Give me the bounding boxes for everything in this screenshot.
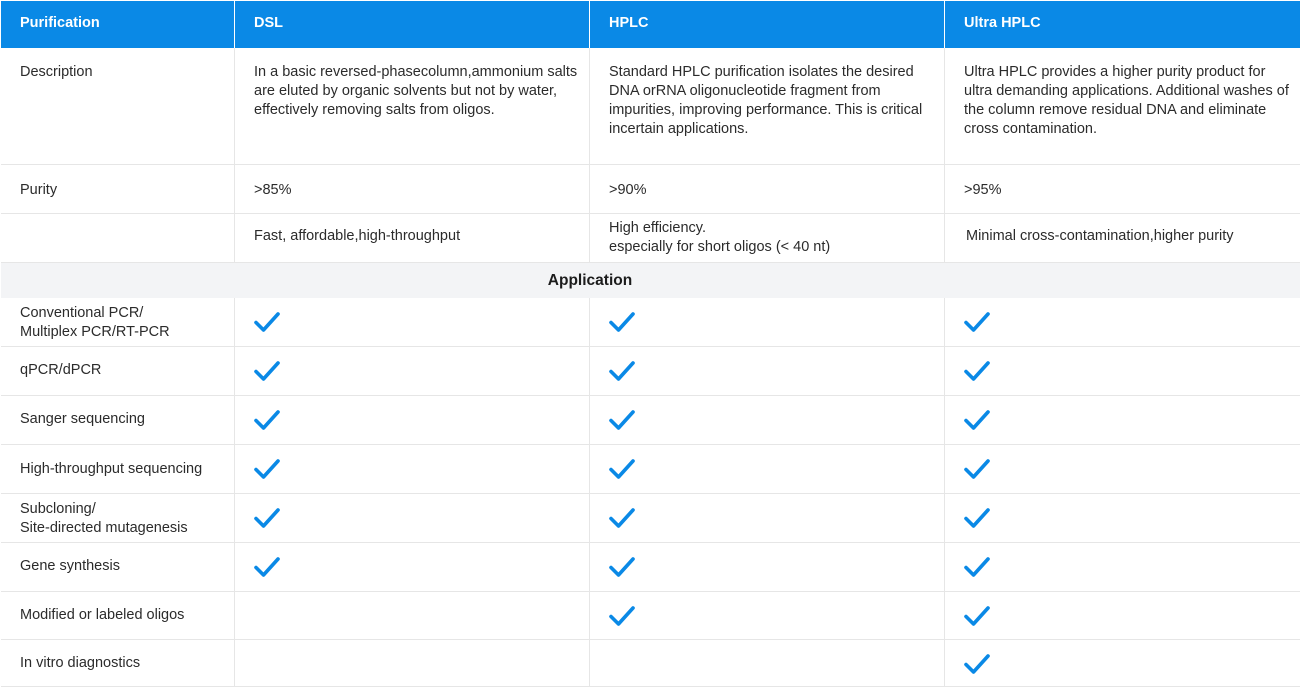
application-label-line1: qPCR/dPCR <box>20 362 102 378</box>
check-icon <box>964 311 990 333</box>
notes-ultra-hplc: Minimal cross-contamination,higher purity <box>945 214 1300 263</box>
application-hplc-cell <box>590 640 945 687</box>
description-hplc: Standard HPLC purification isolates the desired DNA orRNA oligonucleotide fragment from impurities, improving performance. This is critical incertain applications. <box>590 48 945 165</box>
check-icon <box>609 556 635 578</box>
application-dsl-cell <box>235 298 590 347</box>
application-label <box>1 494 235 543</box>
application-label <box>1 347 235 396</box>
application-label-line2: Multiplex PCR/RT-PCR <box>20 324 170 340</box>
check-icon <box>254 409 280 431</box>
purity-label: Purity <box>1 165 235 214</box>
check-icon <box>254 360 280 382</box>
check-icon <box>964 409 990 431</box>
application-label <box>1 543 235 592</box>
purity-ultra-hplc: >95% <box>945 165 1300 214</box>
check-icon <box>254 458 280 480</box>
application-dsl-cell <box>235 640 590 687</box>
check-icon <box>964 605 990 627</box>
application-ultra-hplc-cell <box>945 640 1300 687</box>
application-ultra-hplc-cell <box>945 396 1300 445</box>
description-ultra-hplc: Ultra HPLC provides a higher purity product for ultra demanding applications. Additional washes of the column remove residual DNA and eliminate cross contamination. <box>945 48 1300 165</box>
application-label-line1: High-throughput sequencing <box>20 461 203 477</box>
application-ultra-hplc-cell <box>945 347 1300 396</box>
purity-hplc: >90% <box>590 165 945 214</box>
application-label-line2: Site-directed mutagenesis <box>20 520 188 536</box>
notes-hplc-line2: especially for short oligos (< 40 nt) <box>609 239 831 255</box>
application-ultra-hplc-cell <box>945 494 1300 543</box>
application-band-right <box>945 263 1300 298</box>
application-hplc-cell <box>590 543 945 592</box>
application-dsl-cell <box>235 396 590 445</box>
check-icon <box>254 311 280 333</box>
application-label-line1: Gene synthesis <box>20 558 120 574</box>
application-dsl-cell <box>235 494 590 543</box>
application-dsl-cell <box>235 592 590 640</box>
application-ultra-hplc-cell <box>945 592 1300 640</box>
check-icon <box>964 360 990 382</box>
check-icon <box>609 311 635 333</box>
application-ultra-hplc-cell <box>945 445 1300 494</box>
notes-hplc <box>590 214 945 263</box>
notes-label <box>1 214 235 263</box>
check-icon <box>964 507 990 529</box>
application-band-left <box>1 263 235 298</box>
application-dsl-cell <box>235 347 590 396</box>
application-label-line1: In vitro diagnostics <box>20 655 141 671</box>
description-dsl: In a basic reversed-phasecolumn,ammonium salts are eluted by organic solvents but not by water, effectively removing salts from oligos. <box>235 48 590 165</box>
application-ultra-hplc-cell <box>945 298 1300 347</box>
check-icon <box>609 507 635 529</box>
header-ultra-hplc: Ultra HPLC <box>945 1 1300 48</box>
application-hplc-cell <box>590 592 945 640</box>
header-purification: Purification <box>1 1 235 48</box>
purification-comparison-table <box>1 1 1300 687</box>
application-label-line1: Subcloning/ <box>20 501 96 517</box>
header-hplc: HPLC <box>590 1 945 48</box>
purity-dsl: >85% <box>235 165 590 214</box>
application-hplc-cell <box>590 494 945 543</box>
application-label <box>1 396 235 445</box>
application-label-line1: Modified or labeled oligos <box>20 607 185 623</box>
application-hplc-cell <box>590 445 945 494</box>
application-title: Application <box>235 263 945 298</box>
application-dsl-cell <box>235 445 590 494</box>
check-icon <box>254 507 280 529</box>
description-label: Description <box>1 48 235 165</box>
check-icon <box>964 556 990 578</box>
application-label-line1: Sanger sequencing <box>20 411 145 427</box>
check-icon <box>964 653 990 675</box>
application-label <box>1 445 235 494</box>
application-hplc-cell <box>590 347 945 396</box>
application-ultra-hplc-cell <box>945 543 1300 592</box>
application-label <box>1 592 235 640</box>
application-label <box>1 640 235 687</box>
application-dsl-cell <box>235 543 590 592</box>
check-icon <box>609 605 635 627</box>
notes-dsl: Fast, affordable,high-throughput <box>235 214 590 263</box>
notes-hplc-line1: High efficiency. <box>609 220 706 236</box>
check-icon <box>964 458 990 480</box>
application-hplc-cell <box>590 396 945 445</box>
check-icon <box>609 458 635 480</box>
application-label-line1: Conventional PCR/ <box>20 305 144 321</box>
application-label <box>1 298 235 347</box>
check-icon <box>254 556 280 578</box>
check-icon <box>609 360 635 382</box>
check-icon <box>609 409 635 431</box>
application-hplc-cell <box>590 298 945 347</box>
header-dsl: DSL <box>235 1 590 48</box>
